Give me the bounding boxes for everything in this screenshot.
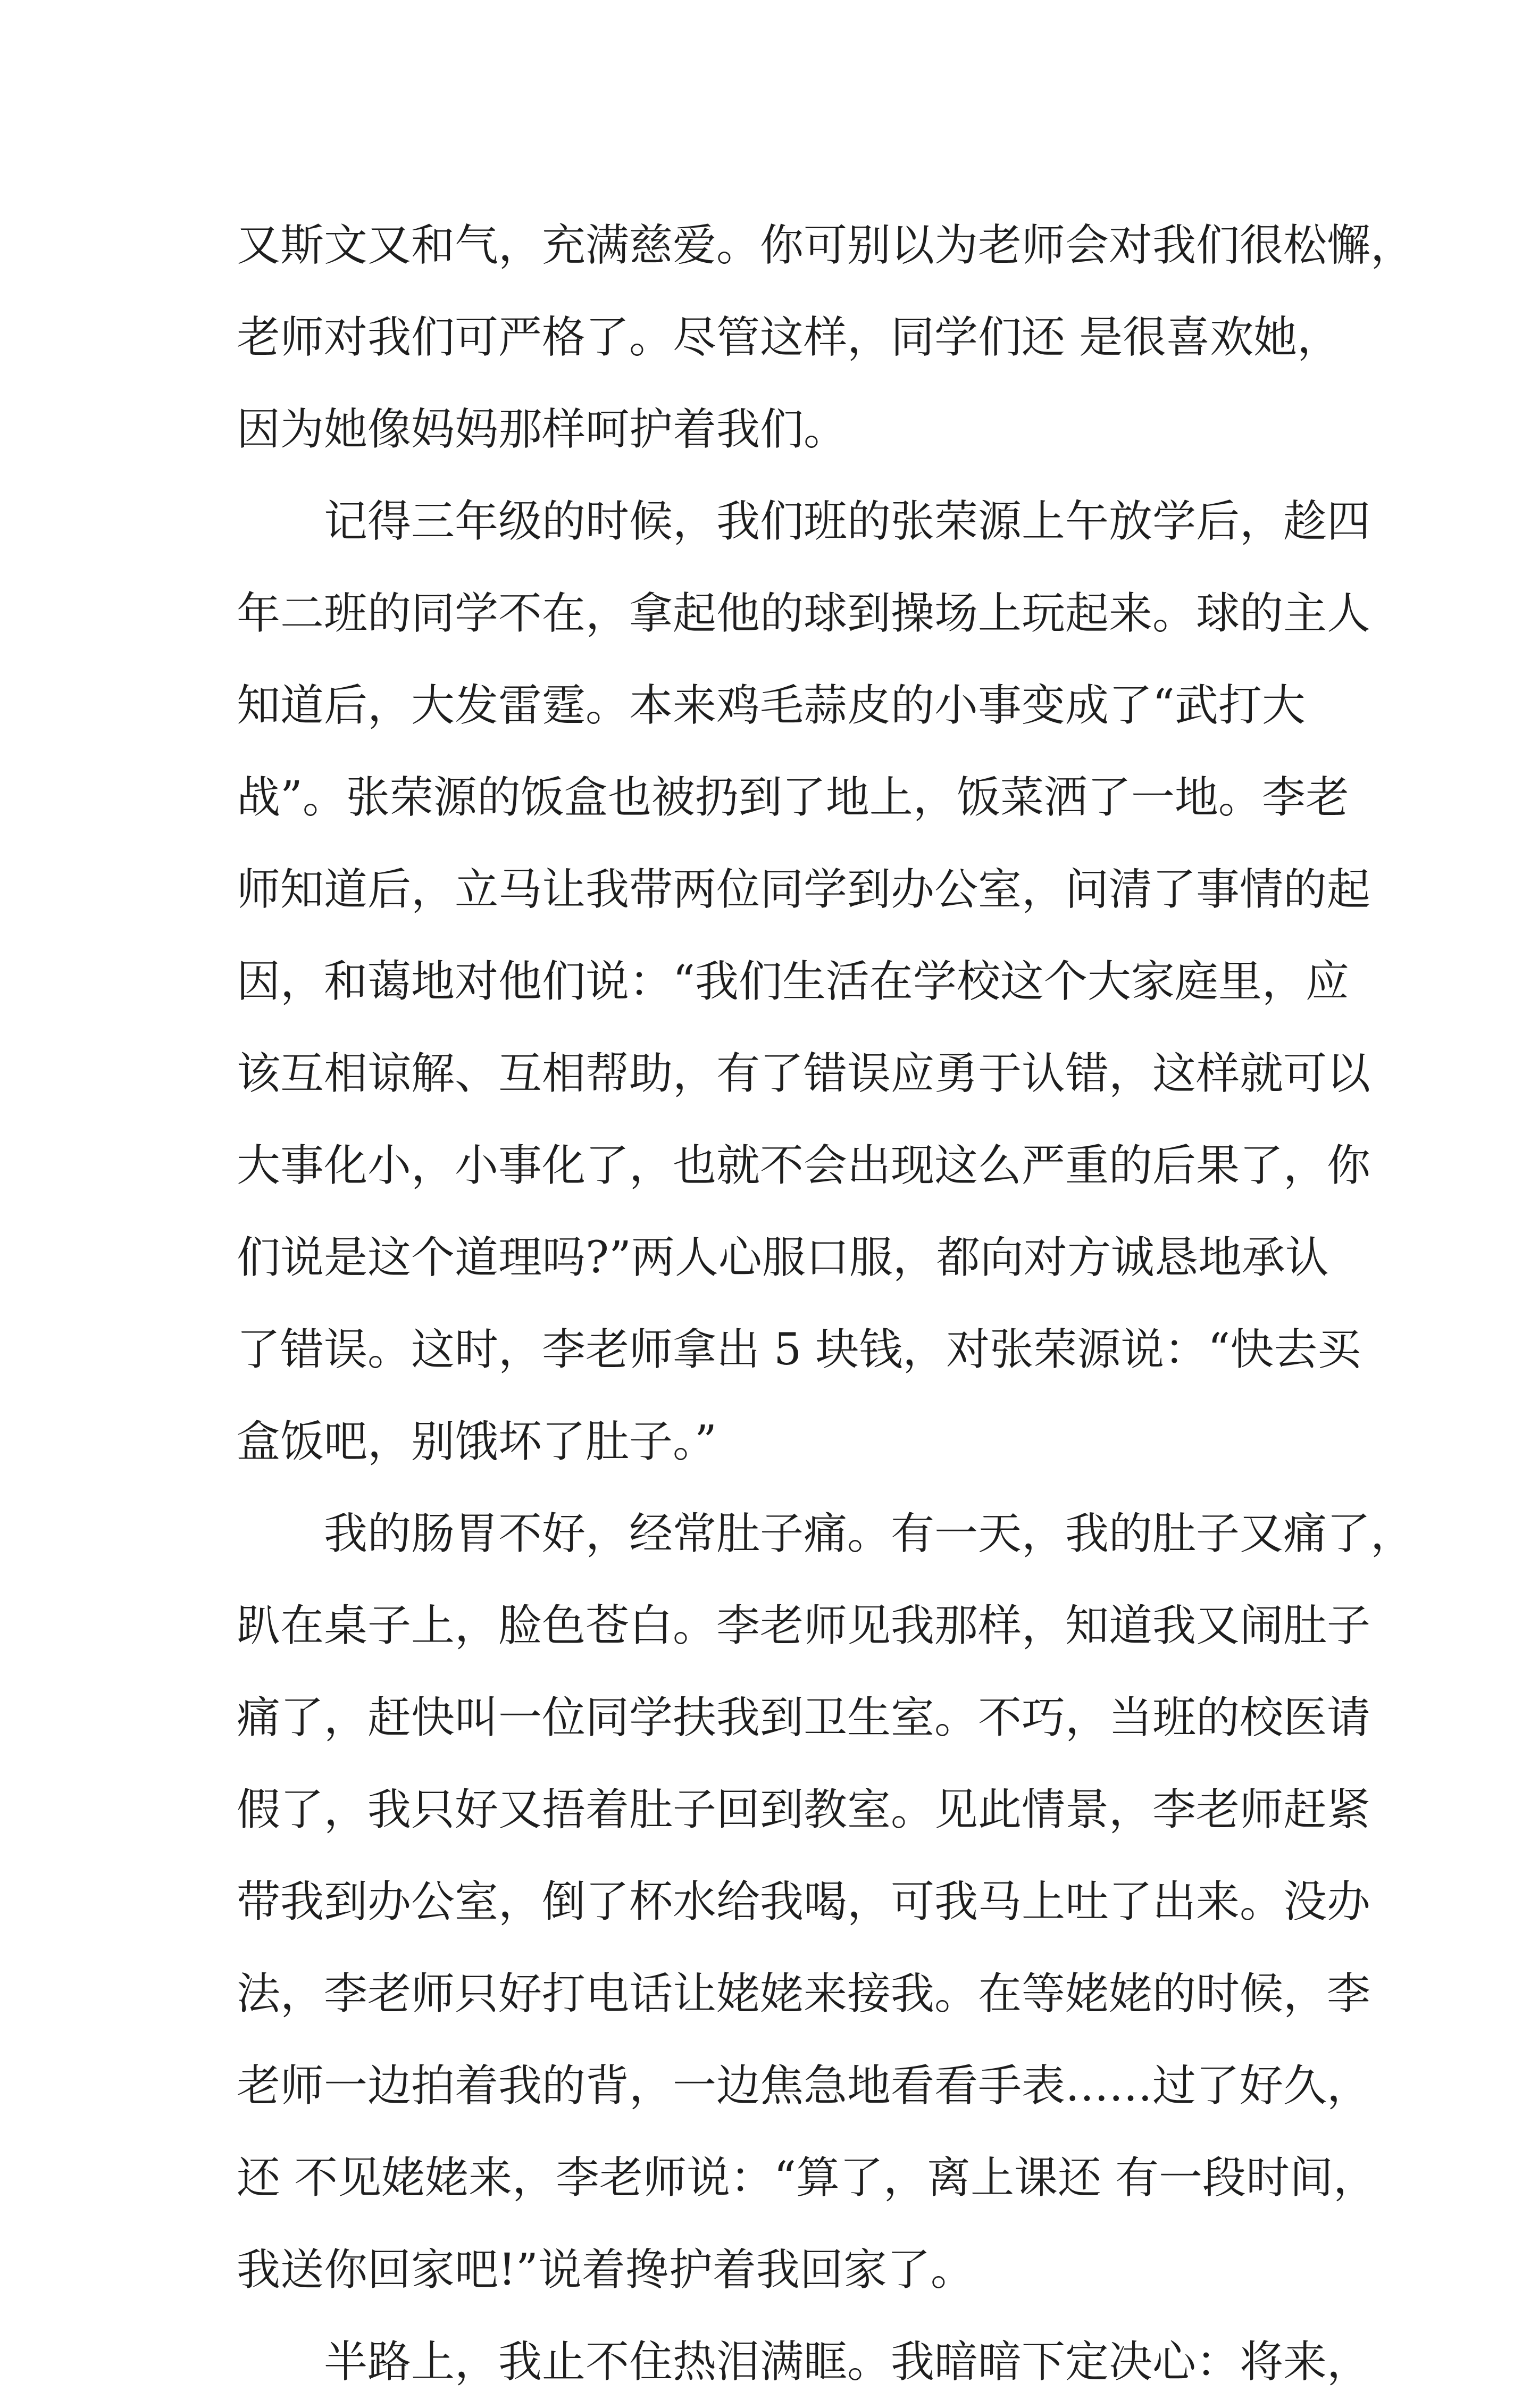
- text-line: 我送你回家吧!”说着搀护着我回家了。: [237, 2245, 974, 2295]
- text-line: 还 不见姥姥来，李老师说：“算了，离上课还 有一段时间，: [237, 2153, 1377, 2203]
- text-line: 该互相谅解、互相帮助，有了错误应勇于认错，这样就可以: [237, 1048, 1371, 1099]
- document-body: [237, 199, 1415, 2408]
- text-line: 师知道后，立马让我带两位同学到办公室，问清了事情的起: [237, 864, 1371, 915]
- text-line: 痛了，赶快叫一位同学扶我到卫生室。不巧，当班的校医请: [237, 1693, 1371, 1743]
- text-line: 老师一边拍着我的背，一边焦急地看看手表……过了好久，: [237, 2061, 1371, 2111]
- text-line: 大事化小，小事化了，也就不会出现这么严重的后果了，你: [237, 1140, 1371, 1191]
- text-line: 记得三年级的时候，我们班的张荣源上午放学后，趁四: [324, 496, 1371, 547]
- text-line: 假了，我只好又捂着肚子回到教室。见此情景，李老师赶紧: [237, 1785, 1371, 1835]
- text-line: 战”。张荣源的饭盒也被扔到了地上，饭菜洒了一地。李老: [237, 772, 1349, 823]
- text-line: 老师对我们可严格了。尽管这样，同学们还 是很喜欢她，: [237, 312, 1341, 363]
- text-line: 带我到办公室，倒了杯水给我喝，可我马上吐了出来。没办: [237, 1877, 1371, 1927]
- text-line: 们说是这个道理吗?”两人心服口服，都向对方诚恳地承认: [237, 1232, 1329, 1283]
- text-line: 盒饭吧，别饿坏了肚子。”: [237, 1417, 717, 1467]
- text-line: 因为她像妈妈那样呵护着我们。: [237, 404, 848, 455]
- text-line: 知道后，大发雷霆。本来鸡毛蒜皮的小事变成了“武打大: [237, 680, 1306, 731]
- text-line: 因，和蔼地对他们说：“我们生活在学校这个大家庭里，应: [237, 956, 1349, 1007]
- text-line: 我的肠胃不好，经常肚子痛。有一天，我的肚子又痛了，: [324, 1509, 1415, 1559]
- text-line: 法，李老师只好打电话让姥姥来接我。在等姥姥的时候，李: [237, 1969, 1371, 2019]
- text-line: 了错误。这时，李老师拿出 5 块钱，对张荣源说：“快去买: [237, 1324, 1361, 1375]
- text-line: 趴在桌子上，脸色苍白。李老师见我那样，知道我又闹肚子: [237, 1601, 1371, 1651]
- text-line: 半路上，我止不住热泪满眶。我暗暗下定决心：将来，: [324, 2337, 1371, 2387]
- text-line: 又斯文又和气，充满慈爱。你可别以为老师会对我们很松懈，: [237, 220, 1415, 271]
- text-line: 年二班的同学不在，拿起他的球到操场上玩起来。球的主人: [237, 588, 1371, 639]
